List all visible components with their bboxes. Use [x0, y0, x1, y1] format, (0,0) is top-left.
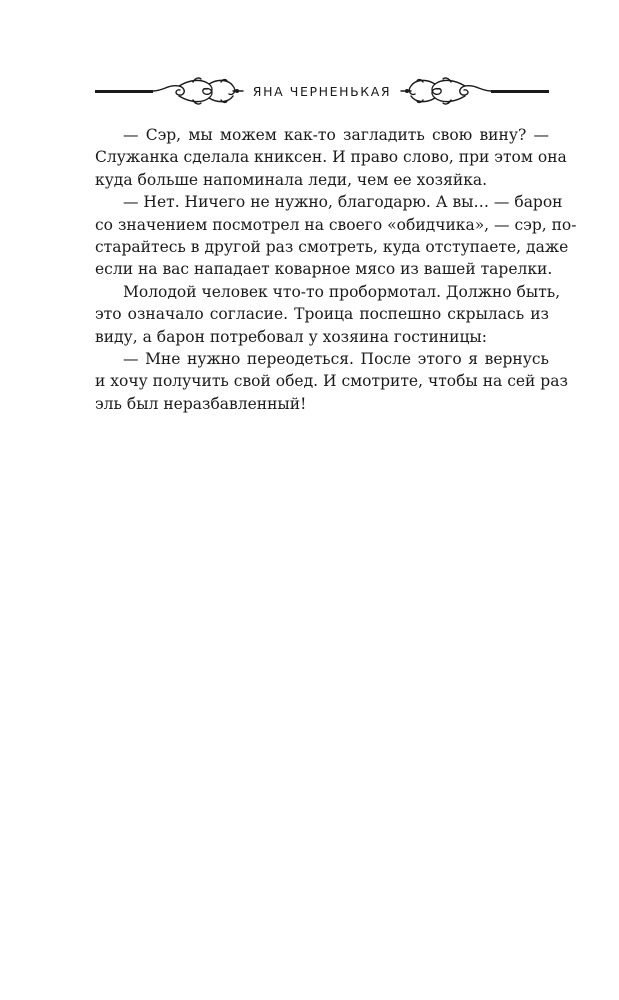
- text-line: виду, а барон потребовал у хозяина гостиницы:: [95, 327, 487, 346]
- text-line: Молодой человек что-то пробормотал. Должно быть,: [123, 282, 561, 301]
- page-header: [95, 74, 549, 108]
- text-line: куда больше напоминала леди, чем ее хозяйка.: [95, 170, 488, 189]
- text-line: Служанка сделала книксен. И право слово, при этом она: [95, 148, 567, 167]
- header-rule-right: [491, 90, 549, 93]
- text-line: — Нет. Ничего не нужно, благодарю. А вы… — барон: [123, 193, 563, 212]
- text-line: — Мне нужно переодеться. После этого я вернусь: [123, 349, 549, 368]
- paragraph: [95, 348, 568, 415]
- running-head-author: ЯНА ЧЕРНЕНЬКАЯ: [252, 84, 392, 99]
- text-line: и хочу получить свой обед. И смотрите, чтобы на сей раз: [95, 372, 568, 391]
- paragraph: [95, 124, 567, 191]
- paragraph: [95, 191, 577, 281]
- text-line: — Сэр, мы можем как-то загладить свою вину? —: [123, 126, 549, 144]
- paragraph: [95, 281, 561, 348]
- text-line: если на вас нападает коварное мясо из вашей тарелки.: [95, 260, 553, 279]
- flourish-ornament-right-icon: [399, 74, 495, 108]
- text-line: старайтесь в другой раз смотреть, куда отступаете, даже: [95, 237, 569, 256]
- text-line: это означало согласие. Троица поспешно скрылась из: [95, 305, 549, 324]
- text-line: со значением посмотрел на своего «обидчика», — сэр, по-: [95, 215, 577, 234]
- header-rule-left: [95, 90, 153, 93]
- body-text: [95, 124, 577, 415]
- flourish-ornament-left-icon: [149, 74, 245, 108]
- text-line: эль был неразбавленный!: [95, 394, 307, 413]
